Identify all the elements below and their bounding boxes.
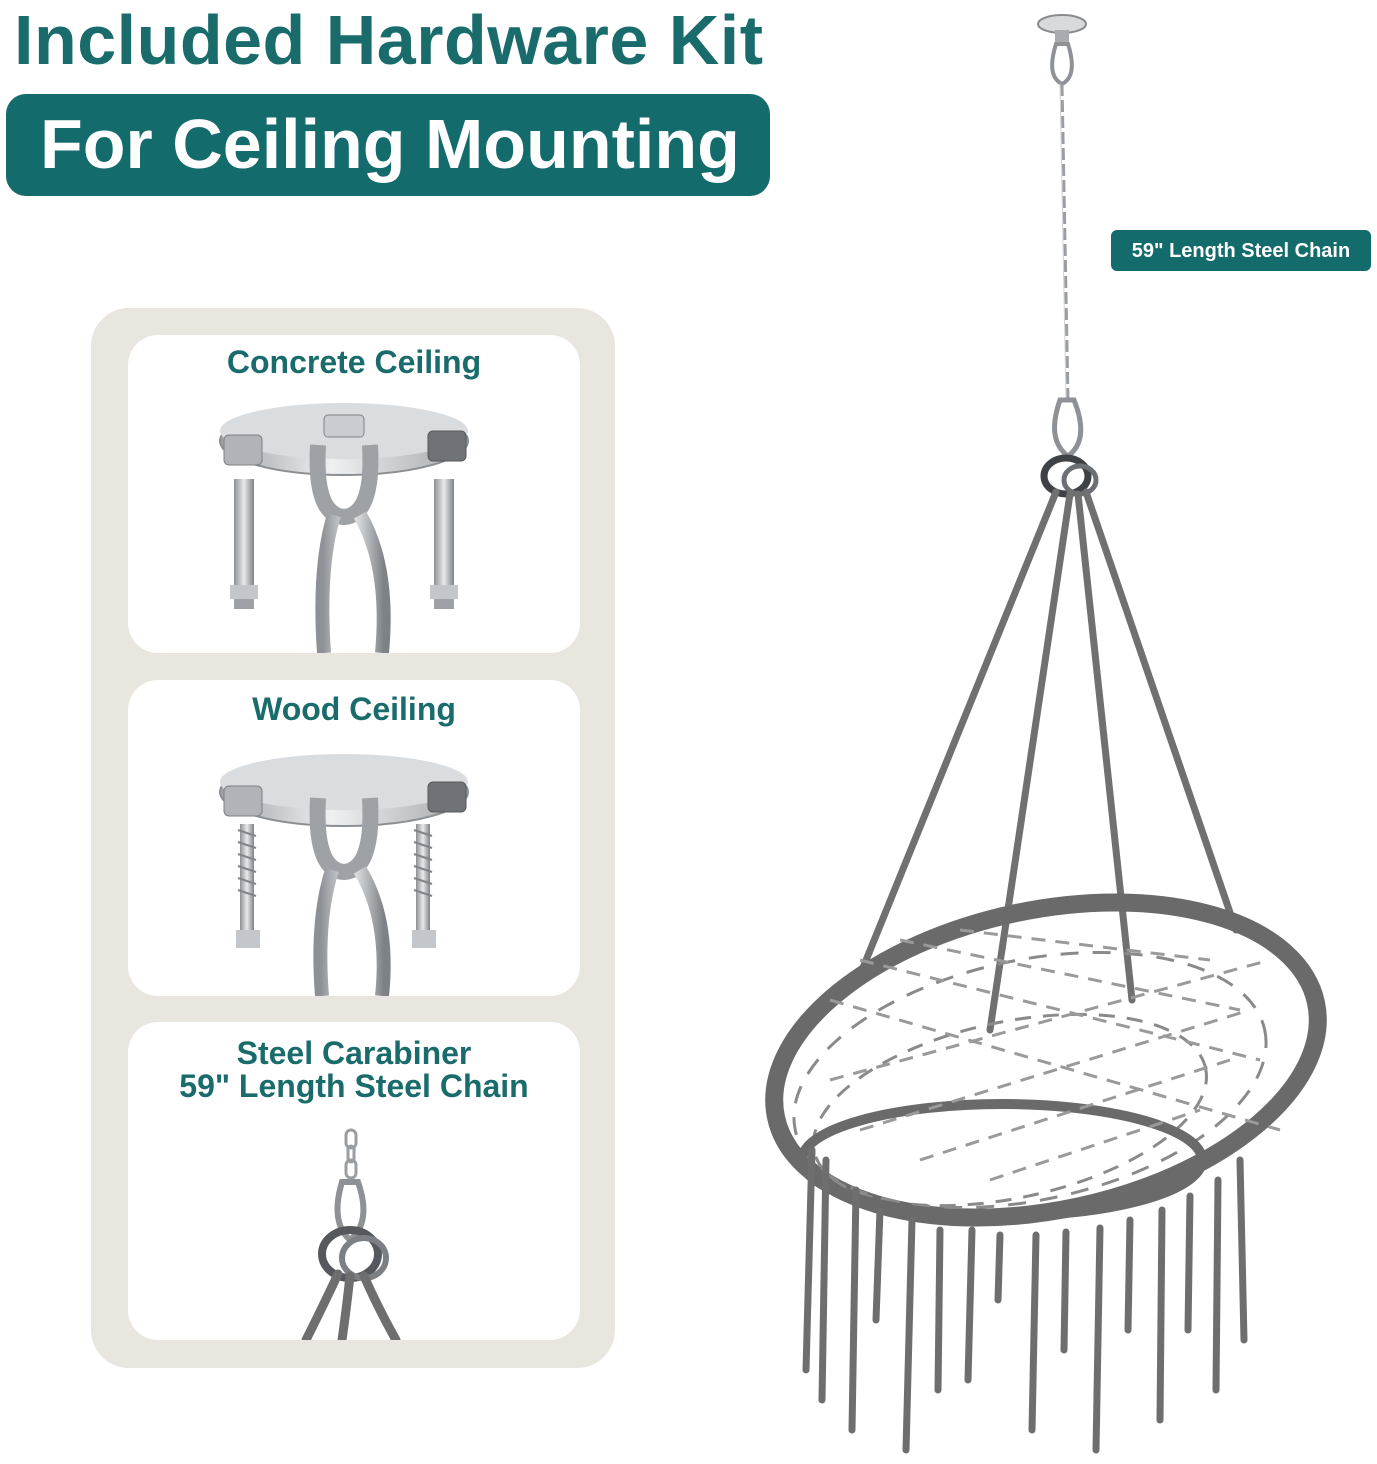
subtitle-text: For Ceiling Mounting <box>40 105 740 183</box>
carabiner-title: Steel Carabiner <box>236 1035 472 1071</box>
wood-ceiling-title: Wood Ceiling <box>252 691 456 727</box>
chair-seat <box>745 856 1347 1264</box>
hardware-panel <box>91 308 615 1368</box>
chain-length-label: 59" Length Steel Chain <box>1131 240 1351 262</box>
concrete-ceiling-card <box>128 335 580 653</box>
carabiner-icon <box>1055 400 1081 456</box>
carabiner-chain-card <box>128 1022 580 1340</box>
carabiner-illustration <box>128 1022 580 1340</box>
concrete-mount-illustration <box>128 335 580 653</box>
chain-title: 59" Length Steel Chain <box>179 1068 529 1104</box>
concrete-ceiling-title: Concrete Ceiling <box>226 344 482 380</box>
wood-mount-illustration <box>128 680 580 996</box>
steel-chain-icon <box>1060 84 1068 400</box>
ceiling-mount-icon <box>1038 15 1086 84</box>
wood-ceiling-card <box>128 680 580 996</box>
page-title: Included Hardware Kit <box>14 1 764 79</box>
hanging-chair-illustration <box>640 0 1377 1464</box>
